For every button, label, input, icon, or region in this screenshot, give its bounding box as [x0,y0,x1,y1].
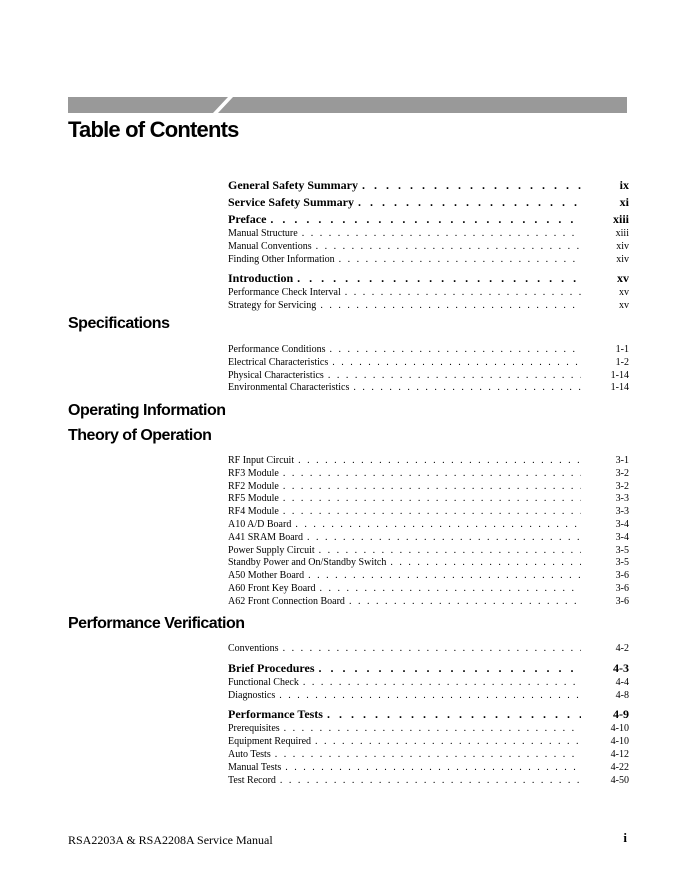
toc-entry-rf3-module[interactable] [228,468,629,481]
toc-entry-label: Introduction [228,271,294,286]
section-heading-theory-of-operation[interactable]: Theory of Operation [68,427,212,444]
toc-entry-label: Preface [228,212,267,226]
toc-entry-label: Finding Other Information [228,253,335,265]
toc-entry-page: xv [617,271,629,286]
toc-entry-page: 3-4 [615,531,629,543]
dot-leader [283,506,581,519]
toc-entry-general-safety-summary[interactable] [228,177,629,194]
toc-entry-page: 4-12 [610,748,629,760]
banner-right-bar [218,97,627,113]
dot-leader [390,557,581,570]
toc-entry-functional-check[interactable] [228,677,629,690]
dot-leader [319,545,581,558]
dot-leader [285,762,581,775]
toc-entry-environmental-characteristics[interactable] [228,382,629,395]
toc-entry-label: RF4 Module [228,506,279,518]
toc-entry-service-safety-summary[interactable] [228,194,629,211]
toc-entry-diagnostics[interactable] [228,690,629,703]
toc-entry-power-supply-circuit[interactable] [228,545,629,558]
toc-entry-label: RF5 Module [228,493,279,505]
dot-leader [358,194,581,211]
toc-entry-page: xiii [615,228,629,239]
toc-entry-label: Environmental Characteristics [228,382,350,394]
dot-leader [327,706,581,723]
toc-entry-equipment-required[interactable] [228,736,629,749]
header-banner [68,97,627,113]
toc-entry-page: xv [619,300,629,312]
toc-entry-manual-structure[interactable] [228,228,629,241]
theory-of-operation-list [228,455,629,609]
dot-leader [319,660,581,677]
specifications-list [228,344,629,395]
toc-entry-conventions[interactable] [228,643,629,656]
toc-entry-electrical-characteristics[interactable] [228,357,629,370]
page-title: Table of Contents [68,117,239,142]
toc-entry-label: Performance Check Interval [228,287,341,299]
toc-entry-page: 4-4 [615,676,629,688]
toc-entry-label: Prerequisites [228,723,280,735]
toc-entry-page: 4-50 [610,774,629,786]
toc-entry-label: Performance Conditions [228,344,326,355]
dot-leader [308,570,581,583]
dot-leader [279,690,581,703]
toc-entry-page: xv [619,287,629,299]
dot-leader [303,677,581,690]
footer-page-number: i [623,830,627,845]
dot-leader [283,468,581,481]
toc-entry-rf4-module[interactable] [228,506,629,519]
toc-entry-label: Strategy for Servicing [228,300,317,312]
toc-entry-label: Test Record [228,774,276,786]
toc-entry-page: 4-9 [613,707,629,722]
toc-entry-strategy-for-servicing[interactable] [228,300,629,313]
toc-entry-a50-mother-board[interactable] [228,570,629,583]
toc-entry-label: Manual Structure [228,228,298,239]
toc-entry-auto-tests[interactable] [228,749,629,762]
toc-entry-performance-check-interval[interactable] [228,287,629,300]
dot-leader [362,177,581,194]
toc-entry-performance-conditions[interactable] [228,344,629,357]
toc-entry-page: 3-1 [615,455,629,466]
dot-leader [298,455,581,468]
toc-entry-manual-conventions[interactable] [228,241,629,254]
toc-entry-label: Auto Tests [228,748,271,760]
toc-entry-performance-tests[interactable] [228,706,629,723]
dot-leader [329,344,581,357]
toc-entry-page: 3-6 [615,582,629,594]
dot-leader [295,519,581,532]
toc-entry-brief-procedures[interactable] [228,660,629,677]
toc-entry-label: Equipment Required [228,736,312,748]
toc-entry-label: Manual Tests [228,761,282,773]
dot-leader [320,300,581,313]
footer-manual-title: RSA2203A & RSA2208A Service Manual [68,833,273,847]
toc-entry-manual-tests[interactable] [228,762,629,775]
toc-entry-physical-characteristics[interactable] [228,370,629,383]
toc-entry-label: A50 Mother Board [228,570,305,582]
dot-leader [280,775,581,788]
toc-entry-page: xiii [612,212,629,226]
toc-entry-finding-other-information[interactable] [228,254,629,267]
toc-entry-preface[interactable] [228,211,629,228]
dot-leader [316,241,581,254]
section-heading-specifications[interactable]: Specifications [68,315,170,332]
toc-entry-a62-front-connection-board[interactable] [228,596,629,609]
toc-entry-page: 1-1 [615,344,629,355]
toc-entry-page: xi [619,195,629,209]
toc-entry-label: Power Supply Circuit [228,544,315,556]
toc-entry-label: Performance Tests [228,707,323,722]
toc-entry-prerequisites[interactable] [228,723,629,736]
toc-entry-a10-ad-board[interactable] [228,519,629,532]
toc-entry-page: 3-2 [615,467,629,479]
dot-leader [339,254,581,267]
toc-entry-page: 4-2 [615,643,629,654]
toc-entry-rf-input-circuit[interactable] [228,455,629,468]
toc-entry-label: Service Safety Summary [228,195,354,209]
toc-entry-page: 1-2 [615,356,629,368]
toc-entry-page: xiv [616,240,629,252]
toc-entry-rf2-module[interactable] [228,481,629,494]
toc-entry-label: A60 Front Key Board [228,582,316,594]
dot-leader [345,287,581,300]
toc-entry-page: 4-8 [615,689,629,701]
dot-leader [297,270,581,287]
toc-entry-a60-front-key-board[interactable] [228,583,629,596]
toc-entry-page: 3-2 [615,480,629,492]
toc-entry-page: 1-14 [610,382,629,394]
toc-entry-rf5-module[interactable] [228,493,629,506]
toc-entry-label: Conventions [228,643,279,654]
dot-leader [328,370,581,383]
toc-entry-label: A10 A/D Board [228,518,292,530]
dot-leader [315,736,581,749]
toc-entry-page: xiv [616,253,629,265]
toc-entry-label: Electrical Characteristics [228,356,329,368]
toc-entry-page: 3-3 [615,506,629,518]
toc-entry-page: 1-14 [610,369,629,381]
toc-entry-label: Physical Characteristics [228,369,324,381]
toc-entry-page: 4-22 [610,761,629,773]
banner-left-bar [68,97,228,113]
dot-leader [270,211,581,228]
toc-entry-page: 3-3 [615,493,629,505]
dot-leader [332,357,581,370]
toc-entry-label: RF Input Circuit [228,455,295,466]
section-heading-performance-verification[interactable]: Performance Verification [68,615,245,632]
toc-entry-label: Brief Procedures [228,660,315,675]
toc-entry-page: 3-5 [615,557,629,569]
toc-entry-label: General Safety Summary [228,178,358,192]
toc-entry-page: 4-10 [610,736,629,748]
dot-leader [307,532,581,545]
section-heading-operating-information[interactable]: Operating Information [68,402,226,419]
dot-leader [353,382,581,395]
dot-leader [283,493,581,506]
toc-entry-a41-sram-board[interactable] [228,532,629,545]
toc-entry-page: ix [619,178,629,192]
toc-entry-page: 3-6 [615,595,629,607]
dot-leader [275,749,581,762]
toc-entry-label: RF3 Module [228,467,279,479]
toc-entry-test-record[interactable] [228,775,629,788]
dot-leader [283,643,581,656]
toc-entry-page: 4-3 [613,660,629,675]
dot-leader [349,596,581,609]
dot-leader [320,583,582,596]
toc-entry-introduction[interactable] [228,270,629,287]
dot-leader [284,723,581,736]
toc-entry-label: Diagnostics [228,689,276,701]
dot-leader [302,228,581,241]
dot-leader [283,481,581,494]
toc-entry-label: A62 Front Connection Board [228,595,345,607]
front-matter-list [228,177,629,313]
toc-entry-label: Standby Power and On/Standby Switch [228,557,387,569]
toc-entry-label: A41 SRAM Board [228,531,304,543]
toc-entry-page: 3-4 [615,518,629,530]
toc-entry-page: 3-5 [615,544,629,556]
toc-entry-page: 3-6 [615,570,629,582]
toc-entry-label: RF2 Module [228,480,279,492]
toc-entry-page: 4-10 [610,723,629,735]
performance-verification-list [228,643,629,787]
toc-entry-label: Manual Conventions [228,240,312,252]
toc-entry-label: Functional Check [228,676,299,688]
toc-entry-standby-power-switch[interactable] [228,557,629,570]
